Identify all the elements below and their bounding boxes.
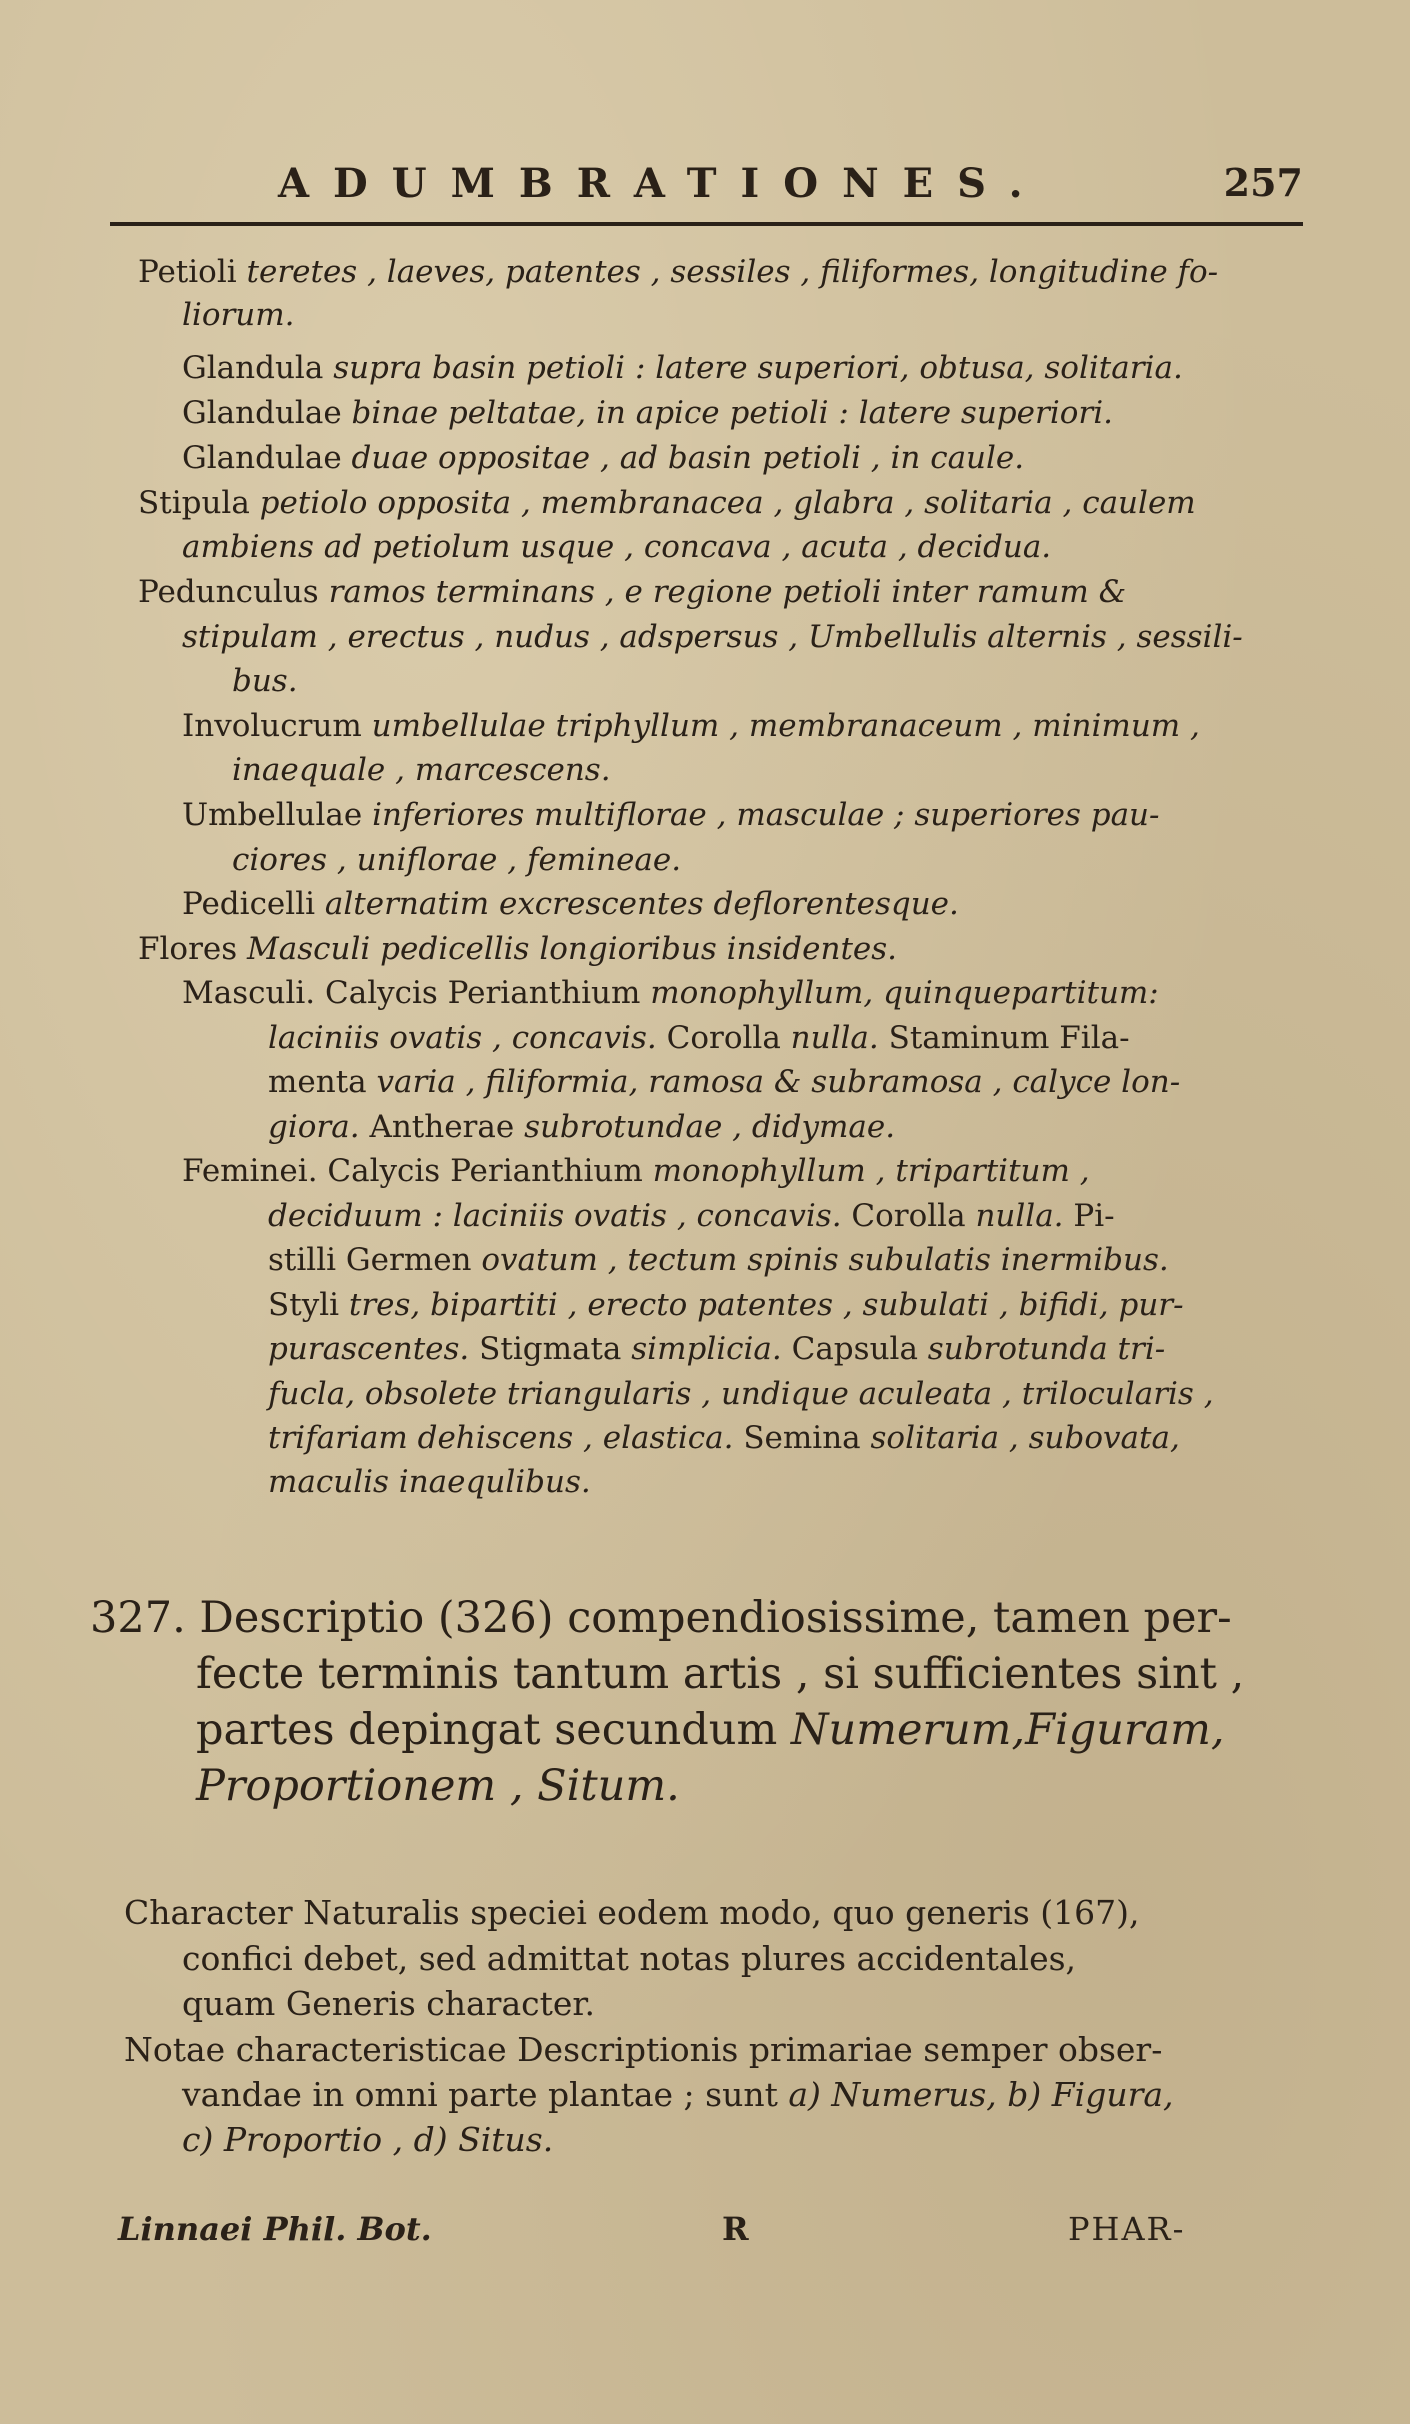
italic-span: fucla, obsolete triangularis , undique aculeata , trilocularis , — [268, 1376, 1214, 1412]
running-header — [278, 160, 1303, 220]
roman-span: Pedunculus — [138, 574, 329, 610]
italic-span: subrotundae , didymae. — [524, 1109, 896, 1145]
roman-span: Stigmata — [479, 1331, 632, 1367]
text-line — [182, 617, 1243, 657]
text-line — [182, 295, 295, 335]
roman-span: confici debet, sed admittat notas plures accidentales, — [182, 1939, 1077, 1978]
italic-span: solitaria , subovata, — [870, 1420, 1180, 1456]
roman-span: Petioli — [138, 254, 247, 290]
roman-span: vandae in omni parte plantae ; sunt — [182, 2075, 789, 2114]
italic-span: Masculi pedicellis longioribus insidentes. — [247, 931, 898, 967]
roman-span: Corolla — [851, 1198, 976, 1234]
italic-span: simplicia. — [631, 1331, 792, 1367]
text-line — [196, 1760, 680, 1812]
text-line — [138, 572, 1126, 612]
italic-span: teretes , laeves, patentes , sessiles , filiformes, longitudine fo- — [246, 254, 1219, 290]
roman-span: Umbellulae — [182, 797, 373, 833]
text-line — [182, 1983, 595, 2025]
italic-span: ovatum , tectum spinis subulatis inermibus. — [481, 1242, 1169, 1278]
text-line — [182, 2074, 1174, 2116]
italic-span: stipulam , erectus , nudus , adspersus , Umbellulis alternis , sessili- — [182, 619, 1243, 655]
text-line — [232, 750, 611, 790]
roman-span: Stipula — [138, 485, 260, 521]
italic-span: duae oppositae , ad basin petioli , in caule. — [351, 440, 1025, 476]
text-line — [232, 840, 681, 880]
text-line — [182, 348, 1183, 388]
text-line — [268, 1462, 591, 1502]
text-line — [182, 884, 959, 924]
roman-span: Feminei. Calycis Perianthium — [182, 1153, 653, 1189]
roman-span: Capsula — [791, 1331, 928, 1367]
italic-span: binae peltatae, in apice petioli : latere superiori. — [351, 395, 1113, 431]
italic-span: inaequale , marcescens. — [232, 752, 611, 788]
text-line — [232, 661, 298, 701]
signature-mark: R — [722, 2210, 749, 2248]
running-title: ADUMBRATIONES. — [278, 160, 1047, 207]
text-line — [268, 1196, 1115, 1236]
roman-span: Staminum Fila- — [888, 1020, 1130, 1056]
italic-span: nulla. — [790, 1020, 889, 1056]
italic-span: laciniis ovatis , concavis. — [268, 1020, 667, 1056]
text-line — [182, 795, 1160, 835]
italic-span: Proportionem , Situm. — [196, 1761, 680, 1811]
text-line — [138, 483, 1196, 523]
italic-span: tres, bipartiti , erecto patentes , subulati , bifidi, pur- — [348, 1287, 1184, 1323]
roman-span: Corolla — [666, 1020, 791, 1056]
text-line — [138, 929, 897, 969]
footer-title: Linnaei Phil. Bot. — [118, 2210, 432, 2248]
text-line — [138, 252, 1218, 292]
roman-span: stilli Germen — [268, 1242, 482, 1278]
italic-span: nulla. — [975, 1198, 1074, 1234]
roman-span: Antherae — [369, 1109, 525, 1145]
italic-span: bus. — [232, 663, 298, 699]
text-line — [268, 1374, 1214, 1414]
roman-span: Styli — [268, 1287, 349, 1323]
text-line — [124, 1892, 1140, 1934]
italic-span: Numerum,Figuram, — [790, 1705, 1225, 1755]
text-line — [90, 1592, 1232, 1644]
roman-span: Flores — [138, 931, 248, 967]
catchword: PHAR- — [1068, 2210, 1186, 2248]
roman-span: Pedicelli — [182, 886, 325, 922]
page-number: 257 — [1223, 160, 1303, 205]
text-line — [268, 1062, 1180, 1102]
text-line — [182, 1151, 1090, 1191]
text-line — [124, 2029, 1162, 2071]
italic-span: petiolo opposita , membranacea , glabra , solitaria , caulem — [259, 485, 1196, 521]
italic-span: a) Numerus, b) Figura, — [788, 2075, 1174, 2114]
text-line — [268, 1418, 1180, 1458]
roman-span: Pi- — [1073, 1198, 1115, 1234]
roman-span: Character Naturalis speciei eodem modo, quo generis (167), — [124, 1893, 1140, 1932]
text-line — [182, 527, 1051, 567]
text-line — [182, 393, 1113, 433]
roman-span: Semina — [743, 1420, 871, 1456]
italic-span: trifariam dehiscens , elastica. — [268, 1420, 744, 1456]
italic-span: maculis inaequlibus. — [268, 1464, 591, 1500]
roman-span: quam Generis character. — [182, 1984, 596, 2023]
italic-span: subrotunda tri- — [927, 1331, 1166, 1367]
text-line — [182, 1938, 1076, 1980]
roman-span: Notae characteristicae Descriptionis primariae semper obser- — [124, 2030, 1163, 2069]
text-line — [196, 1704, 1225, 1756]
text-line — [196, 1648, 1244, 1700]
text-line — [182, 2119, 553, 2161]
text-line — [182, 706, 1200, 746]
italic-span: supra basin petioli : latere superiori, obtusa, solitaria. — [333, 350, 1183, 386]
italic-span: ambiens ad petiolum usque , concava , acuta , decidua. — [182, 529, 1052, 565]
italic-span: c) Proportio , d) Situs. — [182, 2120, 554, 2159]
roman-span: Glandula — [182, 350, 334, 386]
roman-span: 327. Descriptio (326) compendiosissime, tamen per- — [90, 1593, 1232, 1643]
text-line — [268, 1285, 1184, 1325]
italic-span: umbellulae triphyllum , membranaceum , minimum , — [371, 708, 1200, 744]
roman-span: menta — [268, 1064, 377, 1100]
italic-span: inferiores multiflorae , masculae ; superiores pau- — [372, 797, 1160, 833]
text-line — [182, 973, 1159, 1013]
text-line — [268, 1018, 1130, 1058]
italic-span: deciduum : laciniis ovatis , concavis. — [268, 1198, 852, 1234]
text-line — [268, 1107, 895, 1147]
roman-span: Involucrum — [182, 708, 372, 744]
italic-span: monophyllum, quinquepartitum: — [650, 975, 1159, 1011]
italic-span: ramos terminans , e regione petioli inter ramum & — [328, 574, 1127, 610]
italic-span: liorum. — [182, 297, 295, 333]
italic-span: alternatim excrescentes deflorentesque. — [324, 886, 959, 922]
roman-span: fecte terminis tantum artis , si sufficientes sint , — [196, 1649, 1245, 1699]
text-line — [268, 1240, 1169, 1280]
roman-span: partes depingat secundum — [196, 1705, 791, 1755]
roman-span: Glandulae — [182, 440, 352, 476]
italic-span: monophyllum , tripartitum , — [652, 1153, 1090, 1189]
text-line — [182, 438, 1024, 478]
italic-span: purascentes. — [268, 1331, 480, 1367]
roman-span: Masculi. Calycis Perianthium — [182, 975, 651, 1011]
italic-span: giora. — [268, 1109, 370, 1145]
header-rule — [110, 222, 1303, 226]
text-line — [268, 1329, 1165, 1369]
roman-span: Glandulae — [182, 395, 352, 431]
italic-span: varia , filiformia, ramosa & subramosa , calyce lon- — [376, 1064, 1181, 1100]
italic-span: ciores , uniflorae , femineae. — [232, 842, 682, 878]
